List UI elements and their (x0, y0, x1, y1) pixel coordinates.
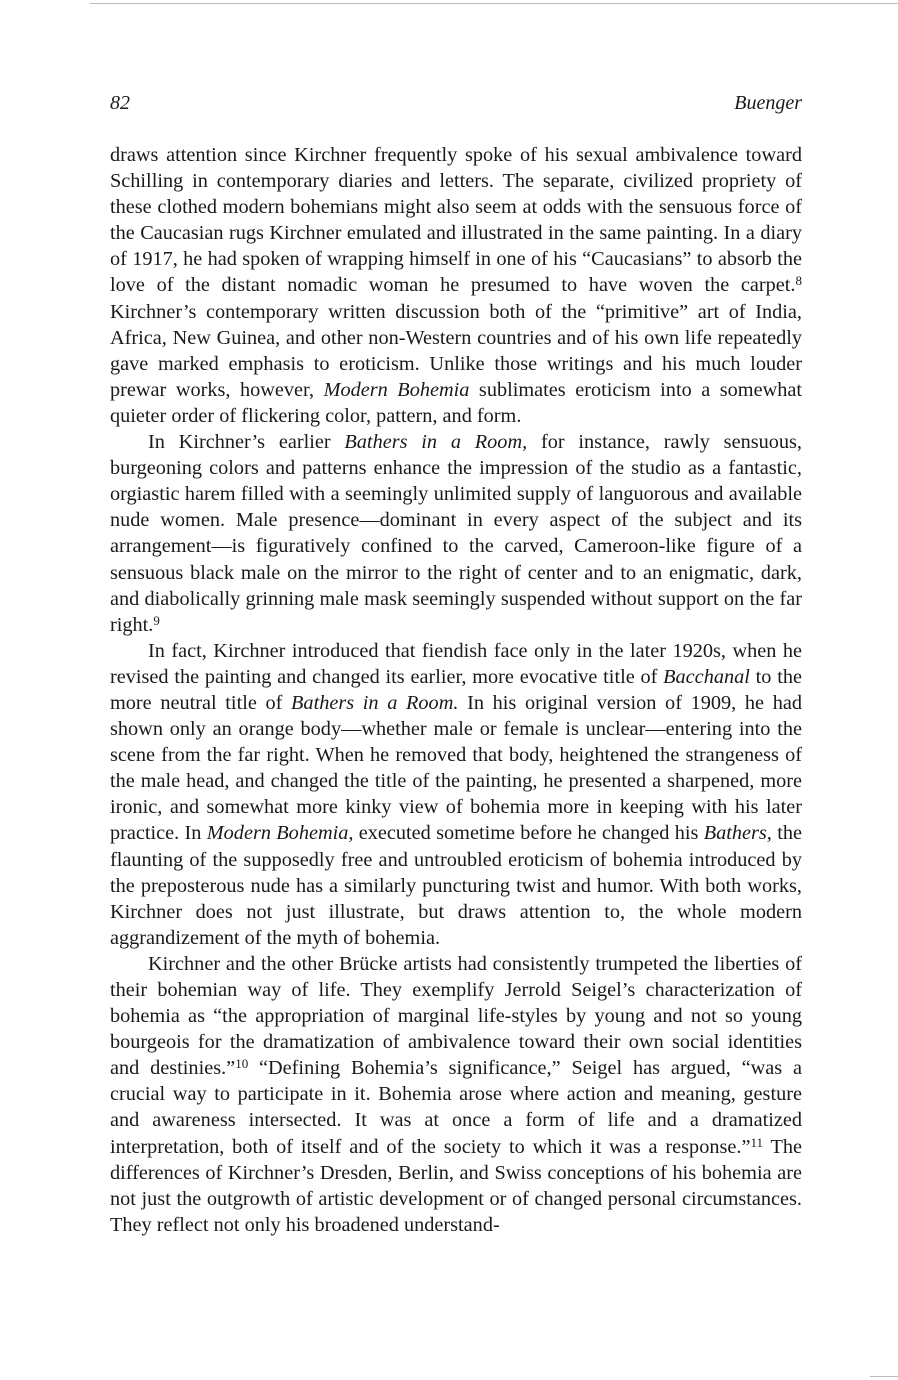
scan-edge-line-bottom (870, 1376, 898, 1377)
text-run: executed sometime before he changed his (353, 822, 704, 845)
text-run: Kirchner’s contemporary written discussion both of the “primitive” art of India, Africa, New Guinea, and other non-Western countries and of his own life repeatedly gave marked emphasis to eroticism. Unlike those writings and his much louder prewar works, however, (110, 300, 802, 401)
text-run: In Kirchner’s earlier (148, 431, 345, 454)
running-head (110, 92, 802, 122)
footnote-marker: 8 (795, 273, 802, 289)
text-run: “Defining Bohemia’s significance,” Seigel has argued, “was a crucial way to participate in it. Bohemia arose where action and meaning, gesture and awareness intersected. It was at once a form of life and a dramatized interpretation, both of itself and of the society to which it was a response.” (110, 1057, 802, 1158)
text-run: for instance, rawly sensuous, burgeoning colors and patterns enhance the impression of the studio as a fantastic, orgiastic harem filled with a seemingly unlimited supply of languorous and available nude women. Male presence—dominant in every aspect of the subject and its arrangement—is figuratively confined to the carved, Cameroon-like figure of a sensuous black male on the mirror to the right of center and to an enigmatic, dark, and diabolically grinning male mask seemingly suspended without support on the far right. (110, 431, 802, 636)
body-text (110, 142, 802, 1238)
running-title: Buenger (734, 92, 802, 114)
text-run: The differences of Kirchner’s Dresden, Berlin, and Swiss conceptions of his bohemia are not just the outgrowth of artistic development or of changed personal circumstances. They reflect not only his broadened understand- (110, 1135, 802, 1236)
body-paragraph (110, 638, 802, 951)
italic-title: Bathers in a Room, (344, 431, 528, 454)
scan-edge-line (90, 3, 898, 4)
footnote-marker: 11 (750, 1134, 763, 1150)
footnote-marker: 9 (153, 612, 160, 628)
text-run: to the more neutral title of (110, 665, 802, 714)
text-run: In his original version of 1909, he had shown only an orange body—whether male or female is unclear—entering into the scene from the far right. When he removed that body, heightened the strangeness of the male head, and changed the title of the painting, he presented a sharpened, more ironic, and somewhat more kinky view of bohemia more in keeping with his later practice. In (110, 691, 802, 845)
italic-title: Bathers, (703, 822, 772, 845)
footnote-marker: 10 (235, 1056, 249, 1072)
italic-title: Bacchanal (663, 665, 750, 688)
italic-title: Bathers in a Room. (291, 691, 459, 714)
italic-title: Modern Bohemia (323, 378, 470, 401)
text-run: draws attention since Kirchner frequently spoke of his sexual ambivalence toward Schilling in contemporary diaries and letters. The separate, civilized propriety of these clothed modern bohemians might also seem at odds with the sensuous force of the Caucasian rugs Kirchner emulated and illustrated in the same painting. In a diary of 1917, he had spoken of wrapping himself in one of his “Caucasians” to absorb the love of the distant nomadic woman he presumed to have woven the carpet. (110, 144, 802, 297)
page-number: 82 (110, 92, 130, 114)
body-paragraph (110, 429, 802, 638)
text-run: In fact, Kirchner introduced that fiendish face only in the later 1920s, when he revised the painting and changed its earlier, more evocative title of (110, 639, 802, 688)
text-run: Kirchner and the other Brücke artists had consistently trumpeted the liberties of their bohemian way of life. They exemplify Jerrold Seigel’s characterization of bohemia as “the appropriation of marginal life-styles by young and not so young bourgeois for the dramatization of ambivalence toward their own social identities and destinies.” (110, 952, 802, 1080)
body-paragraph (110, 142, 802, 429)
text-run: the flaunting of the supposedly free and untroubled eroticism of bohemia introduced by the preposterous nude has a similarly puncturing twist and humor. With both works, Kirchner does not just illustrate, but draws attention to, the whole modern aggrandizement of the myth of bohemia. (110, 822, 802, 949)
italic-title: Modern Bohemia, (206, 822, 354, 845)
body-paragraph (110, 951, 802, 1238)
text-run: sublimates eroticism into a somewhat quieter order of flickering color, pattern, and form. (110, 378, 802, 427)
